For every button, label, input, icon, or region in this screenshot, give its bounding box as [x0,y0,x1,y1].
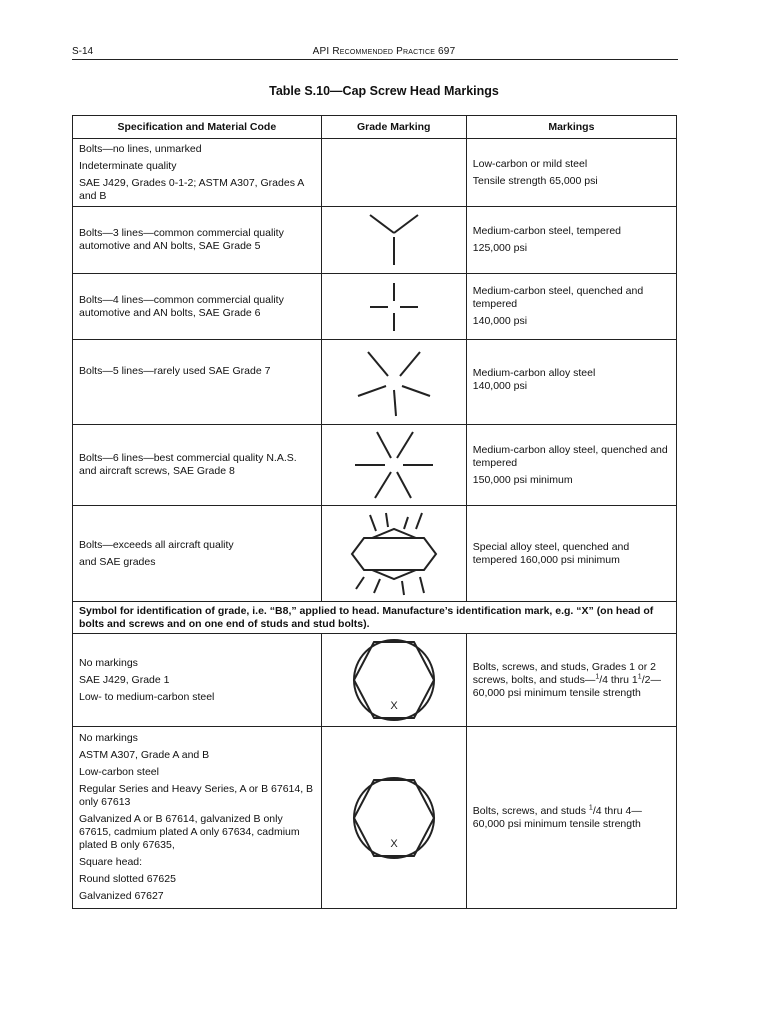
hex-head-x-icon [350,636,438,724]
spec-line: Square head: [79,856,143,868]
grade-marking-cell [321,274,466,340]
spec-cell [73,425,322,506]
column-header-spec: Specification and Material Code [73,116,322,139]
table-header-row [73,116,677,139]
grade-marking-cell [321,207,466,274]
markings-cell [466,139,676,207]
spec-line: Galvanized 67627 [79,890,164,902]
column-header-grade: Grade Marking [321,116,466,139]
symbol-note-row [73,602,677,634]
hexagon-rays-icon [346,511,442,597]
three-lines-icon [364,211,424,269]
spec-cell [73,207,322,274]
markings-line: Medium-carbon alloy steel [472,367,596,379]
spec-line: ASTM A307, Grade A and B [79,749,210,761]
markings-line: Special alloy steel, quenched and tempered 160,000 psi minimum [472,540,630,566]
symbol-note: Symbol for identification of grade, i.e. “B8,” applied to head. Manufacture’s identification mark, e.g. “X” (on head of bolts and screws and on one end of studs and stud bolts). [73,602,677,634]
table-row [73,506,677,602]
column-header-markings: Markings [466,116,676,139]
spec-line: Bolts—6 lines—best commercial quality N.A.S. and aircraft screws, SAE Grade 8 [79,452,297,477]
spec-cell [73,274,322,340]
spec-cell [73,340,322,425]
table-row [73,425,677,506]
markings-cell [466,506,676,602]
markings-cell [466,274,676,340]
six-lines-icon [351,428,437,502]
spec-cell [73,139,322,207]
table-row [73,634,677,727]
spec-line: Low- to medium-carbon steel [79,690,215,703]
hex-head-x-icon [350,774,438,862]
four-lines-icon [364,279,424,335]
markings-cell [466,340,676,425]
table-title: Table S.10—Cap Screw Head Markings [269,84,499,98]
spec-line: Bolts—5 lines—rarely used SAE Grade 7 [79,365,271,377]
spec-line: Indeterminate quality [79,159,177,172]
markings-line: 140,000 psi [472,380,528,392]
grade-marking-cell [321,506,466,602]
spec-cell [73,634,322,727]
markings-line: Medium-carbon alloy steel, quenched and tempered [472,443,668,469]
table-row [73,727,677,909]
markings-line: 140,000 psi [472,315,528,327]
spec-line: Bolts—3 lines—common commercial quality automotive and AN bolts, SAE Grade 5 [79,227,284,252]
spec-line: No markings [79,732,138,744]
spec-line: Bolts—4 lines—common commercial quality automotive and AN bolts, SAE Grade 6 [79,293,284,319]
grade-marking-cell [321,425,466,506]
cap-screw-table [72,115,677,909]
spec-cell [73,727,322,909]
spec-line: Low-carbon steel [79,766,159,778]
spec-line: Bolts—no lines, unmarked [79,142,202,155]
page-number: S-14 [72,46,94,57]
markings-cell [466,727,676,909]
table-row [73,139,677,207]
header-rule [72,59,678,60]
table-row [73,207,677,274]
markings-line: 150,000 psi minimum [472,473,573,486]
spec-line: and SAE grades [79,555,156,568]
grade-marking-cell [321,139,466,207]
grade-marking-cell [321,634,466,727]
grade-marking-cell [321,340,466,425]
markings-line: Bolts, screws, and studs $^1$/4 thru 4—60,000 psi minimum tensile strength [472,804,642,830]
spec-line: Galvanized A or B 67614, galvanized B only 67615, cadmium plated A only 67634, cadmium plated B only 67635, [79,813,300,851]
spec-line: No markings [79,656,138,669]
spec-cell [73,506,322,602]
markings-line: Low-carbon or mild steel [472,157,588,170]
grade-mark-letter: X [390,700,398,712]
markings-cell [466,425,676,506]
markings-line: Bolts, screws, and studs, Grades 1 or 2 screws, bolts, and studs—$^1$/4 thru $1^1/2—60,000$ psi minimum tensile strength [472,660,661,699]
table-row [73,274,677,340]
five-lines-icon [352,344,436,420]
table-row [73,340,677,425]
document-title: API Recommended Practice 697 [312,46,456,57]
markings-line: Medium-carbon steel, tempered [472,225,622,237]
grade-marking-cell [321,727,466,909]
spec-line: SAE J429, Grades 0-1-2; ASTM A307, Grades A and B [79,176,304,202]
markings-line: Tensile strength 65,000 psi [472,174,598,187]
spec-line: Bolts—exceeds all aircraft quality [79,538,234,551]
markings-line: 125,000 psi [472,242,528,254]
grade-mark-letter: X [390,837,398,850]
markings-line: Medium-carbon steel, quenched and tempered [472,285,644,310]
spec-line: Regular Series and Heavy Series, A or B 67614, B only 67613 [79,783,314,808]
markings-cell [466,634,676,727]
markings-cell [466,207,676,274]
spec-line: Round slotted 67625 [79,873,176,885]
spec-line: SAE J429, Grade 1 [79,673,170,686]
